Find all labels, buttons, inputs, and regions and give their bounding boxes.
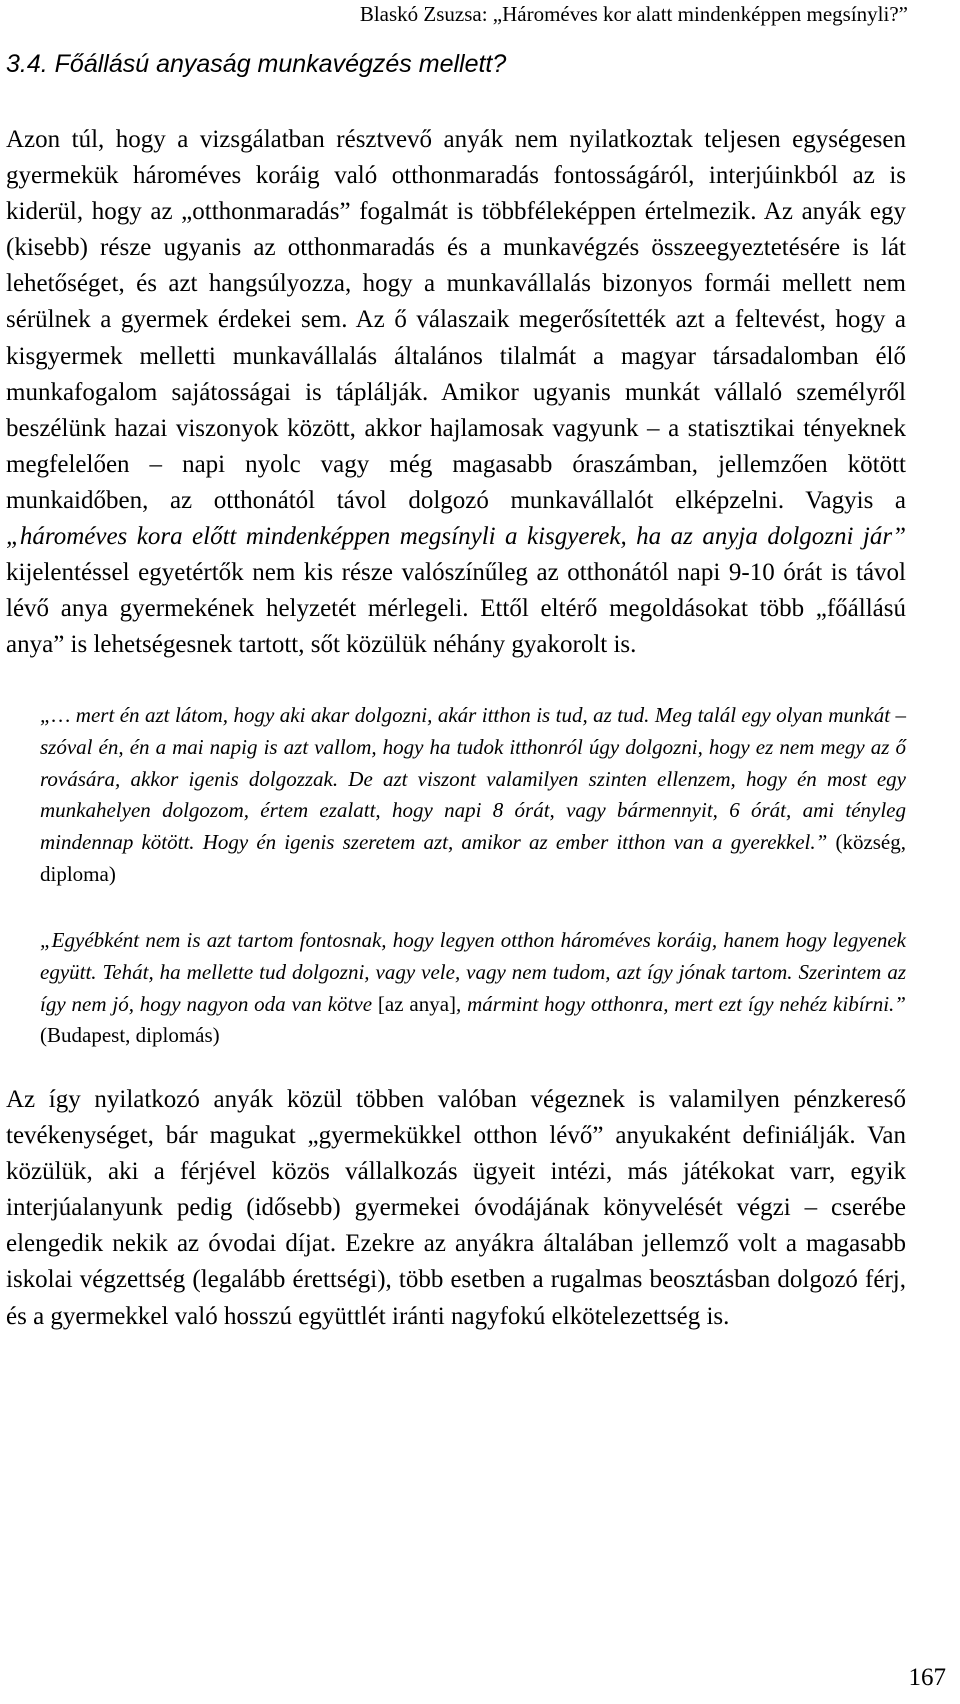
quote-1-text: „… mert én azt látom, hogy aki akar dolgozni, akár itthon is tud, az tud. Meg talál egy olyan munkát – szóval én, én a mai napig is azt vallom, hogy ha tudok itthonról úgy dolgozni, hogy ez nem megy az ő rovására, akkor igenis dolgozzak. De azt viszont valamilyen szinten ellenzem, hogy én most egy munkahelyen dolgozom, értem ezalatt, hogy napi 8 órát, vagy bármennyit, 6 órát, ami tényleg mindennap kötött. Hogy én igenis szeretem azt, amikor az ember itthon van a gyerekkel.” bbox=[40, 703, 906, 855]
page-number: 167 bbox=[908, 1664, 946, 1691]
body-paragraph-1 bbox=[6, 122, 906, 663]
quote-2-text-b: , mármint hogy otthonra, mert ezt így nehéz kibírni.” bbox=[456, 991, 906, 1016]
section-title: 3.4. Főállású anyaság munkavégzés mellett? bbox=[6, 50, 507, 78]
interview-quote-2 bbox=[40, 925, 906, 1052]
running-head: Blaskó Zsuzsa: „Hároméves kor alatt mindenképpen megsínyli?” bbox=[359, 2, 908, 26]
body-paragraph-2: Az így nyilatkozó anyák közül többen valóban végeznek is valamilyen pénzkereső tevékenységet, bár magukat „gyermekükkel otthon lévő” anyukaként definiálják. Van közülük, aki a férjével közös vállalkozás ügyeit intézi, más játékokat varr, egyik interjúalanyunk pedig (idősebb) gyermekei óvodájának könyvelését végzi – cserébe elengedik nekik az óvodai díjat. Ezekre az anyákra általában jellemző volt a magasabb iskolai végzettség (legalább érettségi), több esetben a rugalmas beosztásban dolgozó férj, és a gyermekkel való hosszú együttlét iránti nagyfokú elkötelezettség is. bbox=[6, 1086, 906, 1330]
quote-2-source: (Budapest, diplomás) bbox=[40, 1023, 220, 1048]
quote-1-source: (község, diploma) bbox=[40, 830, 907, 886]
interview-quote-1 bbox=[40, 700, 906, 891]
paragraph-1-italic-quote: „hároméves kora előtt mindenképpen megsínyli a kisgyerek, ha az anyja dolgozni jár” bbox=[6, 523, 906, 551]
quote-2-insert: [az anya] bbox=[377, 991, 457, 1016]
paragraph-1-text-b: kijelentéssel egyetértők nem kis része valószínűleg az otthonától napi 9-10 órát is távol lévő anya gyermekének helyzetét mérlegeli. Ettől eltérő megoldásokat több „főállású anya” is lehetségesnek tartott, sőt közülük néhány gyakorolt is. bbox=[6, 559, 906, 659]
quote-2-text-a: „Egyébként nem is azt tartom fontosnak, hogy legyen otthon hároméves koráig, hanem hogy legyenek együtt. Tehát, ha mellette tud dolgozni, vagy vele, vagy nem tudom, azt így jónak tartom. Szerintem az így nem jó, hogy nagyon oda van kötve bbox=[40, 928, 906, 1016]
paragraph-1-text-a: Azon túl, hogy a vizsgálatban résztvevő anyák nem nyilatkoztak teljesen egységesen gyermekük hároméves koráig való otthonmaradás fontosságáról, interjúinkból az is kiderül, hogy az „otthonmaradás” fogalmát is többféleképpen értelmezik. Az anyák egy (kisebb) része ugyanis az otthonmaradás és a munkavégzés összeegyeztetésére is lát lehetőséget, és azt hangsúlyozza, hogy a munkavállalás bizonyos formái mellett nem sérülnek a gyermek érdekei sem. Az ő válaszaik megerősítették azt a feltevést, hogy a kisgyermek melletti munkavállalás általános tilalmát a magyar társadalomban élő munkafogalom sajátosságai is táplálják. Amikor ugyanis munkát vállaló személyről beszélünk hazai viszonyok között, akkor hajlamosak vagyunk – a statisztikai tényeknek megfelelően – napi nyolc vagy még magasabb óraszámban, jellemzően kötött munkaidőben, az otthonától távol dolgozó munkavállalót elképzelni. Vagyis a bbox=[6, 126, 906, 514]
